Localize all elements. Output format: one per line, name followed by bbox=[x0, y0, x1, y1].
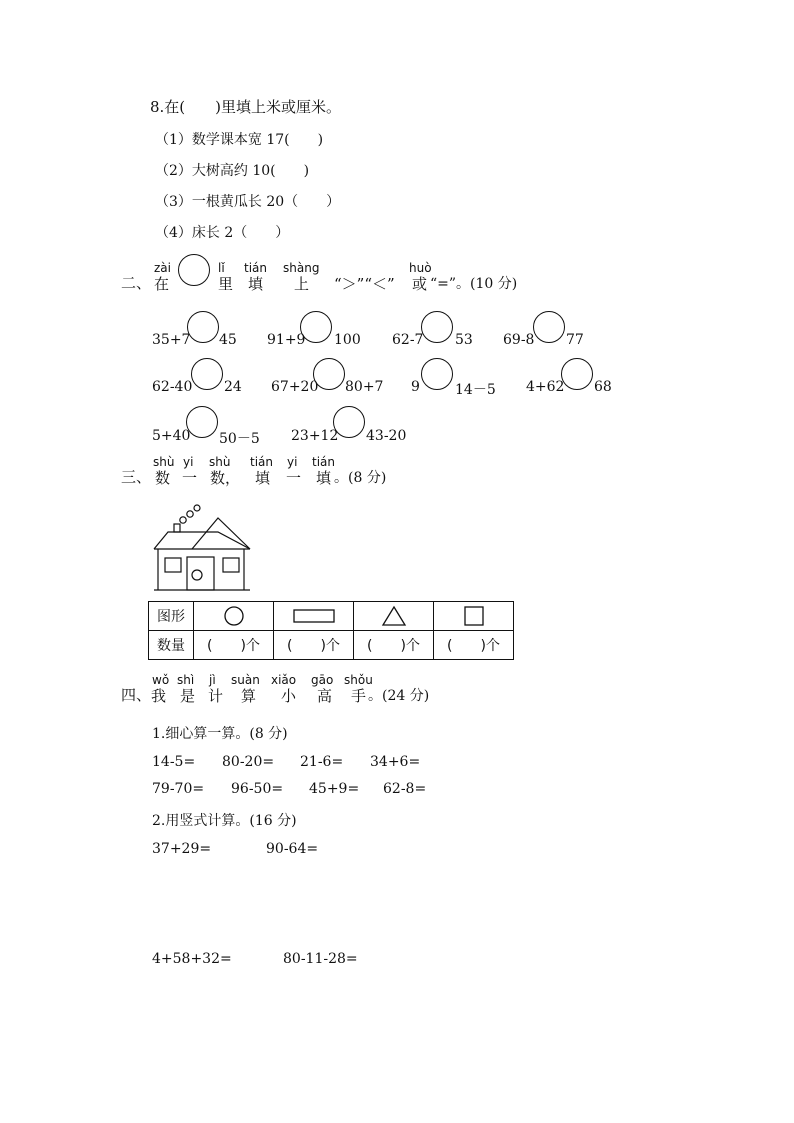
vertical-calc-item[interactable]: 37+29= bbox=[152, 841, 212, 857]
heading-char: 里 bbox=[218, 275, 234, 293]
square-icon bbox=[463, 605, 485, 627]
pinyin: shù bbox=[209, 455, 231, 469]
table-row bbox=[149, 602, 514, 631]
calc-item[interactable]: 14-5= bbox=[152, 754, 196, 770]
calc-item[interactable]: 21-6= bbox=[300, 754, 344, 770]
table-cell bbox=[274, 602, 354, 631]
expr-left: 67+20 bbox=[271, 379, 319, 395]
answer-circle-icon[interactable] bbox=[186, 406, 218, 438]
table-header-cell: 数量 bbox=[149, 631, 194, 660]
calc-item[interactable]: 45+9= bbox=[309, 781, 360, 797]
heading-char: 小 bbox=[281, 687, 297, 705]
q8-title: 8.在( )里填上米或厘米。 bbox=[150, 98, 342, 116]
expr-right: 77 bbox=[566, 332, 584, 348]
q8-item-2: （2）大树高约 10( ) bbox=[155, 163, 310, 179]
expr-left: 62-40 bbox=[152, 379, 193, 395]
heading-char: 是 bbox=[180, 687, 196, 705]
vertical-calc-item[interactable]: 4+58+32= bbox=[152, 951, 232, 967]
house-illustration-icon bbox=[150, 502, 254, 594]
answer-circle-icon[interactable] bbox=[421, 311, 453, 343]
expr-left: 69-8 bbox=[503, 332, 535, 348]
pinyin: shǒu bbox=[344, 673, 373, 687]
expr-left: 35+7 bbox=[152, 332, 191, 348]
expr-right: 68 bbox=[594, 379, 612, 395]
expr-right: 24 bbox=[224, 379, 242, 395]
pinyin: wǒ bbox=[152, 673, 170, 687]
table-header-cell: 图形 bbox=[149, 602, 194, 631]
heading-char: 我 bbox=[151, 687, 167, 705]
answer-circle-icon[interactable] bbox=[313, 358, 345, 390]
expr-right: 53 bbox=[455, 332, 473, 348]
pinyin: tián bbox=[312, 455, 335, 469]
shape-count-table bbox=[148, 601, 514, 660]
heading-char: 填 bbox=[316, 469, 332, 487]
calc-item[interactable]: 96-50= bbox=[231, 781, 284, 797]
expr-left: 91+9 bbox=[267, 332, 306, 348]
heading-tail: 。(8 分) bbox=[334, 470, 387, 486]
calc-item[interactable]: 34+6= bbox=[370, 754, 421, 770]
expr-left: 4+62 bbox=[526, 379, 565, 395]
heading-char: 数， bbox=[210, 469, 241, 487]
expr-right: 80+7 bbox=[345, 379, 384, 395]
expr-right: 14－5 bbox=[455, 382, 496, 398]
answer-circle-icon[interactable] bbox=[191, 358, 223, 390]
calc-item[interactable]: 80-20= bbox=[222, 754, 275, 770]
expr-left: 9 bbox=[411, 379, 420, 395]
count-blank[interactable]: ( )个 bbox=[434, 631, 514, 660]
calc-item[interactable]: 79-70= bbox=[152, 781, 205, 797]
pinyin: huò bbox=[409, 261, 432, 275]
pinyin: gāo bbox=[311, 673, 334, 687]
circle-icon bbox=[222, 605, 246, 627]
heading-char: 手 bbox=[351, 687, 367, 705]
subsection-title: 1.细心算一算。(8 分) bbox=[152, 726, 288, 742]
answer-circle-icon[interactable] bbox=[533, 311, 565, 343]
pinyin: shàng bbox=[283, 261, 320, 275]
count-blank[interactable]: ( )个 bbox=[354, 631, 434, 660]
vertical-calc-item[interactable]: 80-11-28= bbox=[283, 951, 358, 967]
q8-item-3: （3）一根黄瓜长 20（ ） bbox=[155, 194, 341, 210]
heading-char: 一 bbox=[286, 469, 302, 487]
pinyin: lǐ bbox=[218, 261, 225, 275]
pinyin: suàn bbox=[231, 673, 260, 687]
pinyin: yi bbox=[183, 455, 194, 469]
table-cell bbox=[354, 602, 434, 631]
pinyin: tián bbox=[244, 261, 267, 275]
pinyin: jì bbox=[209, 673, 216, 687]
heading-char: 填 bbox=[248, 275, 264, 293]
expr-left: 5+40 bbox=[152, 428, 191, 444]
pinyin: tián bbox=[250, 455, 273, 469]
table-row bbox=[149, 631, 514, 660]
table-cell bbox=[434, 602, 514, 631]
heading-char: 上 bbox=[294, 275, 310, 293]
pinyin: shì bbox=[177, 673, 195, 687]
heading-tail: 。(24 分) bbox=[368, 688, 430, 704]
heading-char: 算 bbox=[241, 687, 257, 705]
heading-char: 计 bbox=[208, 687, 224, 705]
section-number: 三、 bbox=[121, 468, 152, 486]
triangle-icon bbox=[381, 605, 407, 627]
comparison-signs: “＞”“＜” bbox=[334, 275, 395, 293]
vertical-calc-item[interactable]: 90-64= bbox=[266, 841, 319, 857]
rectangle-icon bbox=[292, 608, 336, 624]
pinyin: xiǎo bbox=[271, 673, 297, 687]
heading-char: 高 bbox=[317, 687, 333, 705]
section-number: 四、 bbox=[121, 686, 152, 704]
heading-char: 或 bbox=[412, 275, 428, 293]
expr-right: 43-20 bbox=[366, 428, 407, 444]
pinyin: yi bbox=[287, 455, 298, 469]
answer-circle-icon[interactable] bbox=[333, 406, 365, 438]
expr-left: 62-7 bbox=[392, 332, 424, 348]
section-number: 二、 bbox=[121, 274, 152, 292]
answer-circle-icon[interactable] bbox=[187, 311, 219, 343]
q8-item-1: （1）数学课本宽 17( ) bbox=[155, 132, 324, 148]
subsection-title: 2.用竖式计算。(16 分) bbox=[152, 813, 297, 829]
calc-item[interactable]: 62-8= bbox=[383, 781, 427, 797]
answer-circle-icon[interactable] bbox=[561, 358, 593, 390]
pinyin: zài bbox=[154, 261, 171, 275]
count-blank[interactable]: ( )个 bbox=[194, 631, 274, 660]
heading-char: 数 bbox=[155, 469, 171, 487]
expr-right: 45 bbox=[219, 332, 237, 348]
count-blank[interactable]: ( )个 bbox=[274, 631, 354, 660]
table-cell bbox=[194, 602, 274, 631]
q8-item-4: （4）床长 2（ ） bbox=[155, 225, 290, 241]
expr-right: 100 bbox=[334, 332, 361, 348]
heading-char: 在 bbox=[154, 275, 170, 293]
answer-circle-icon[interactable] bbox=[300, 311, 332, 343]
answer-circle-icon[interactable] bbox=[421, 358, 453, 390]
answer-circle-icon bbox=[178, 254, 210, 286]
heading-char: 一 bbox=[182, 469, 198, 487]
heading-tail: “=”。(10 分) bbox=[430, 276, 518, 292]
pinyin: shù bbox=[153, 455, 175, 469]
expr-left: 23+12 bbox=[291, 428, 339, 444]
heading-char: 填 bbox=[255, 469, 271, 487]
expr-right: 50－5 bbox=[219, 431, 260, 447]
